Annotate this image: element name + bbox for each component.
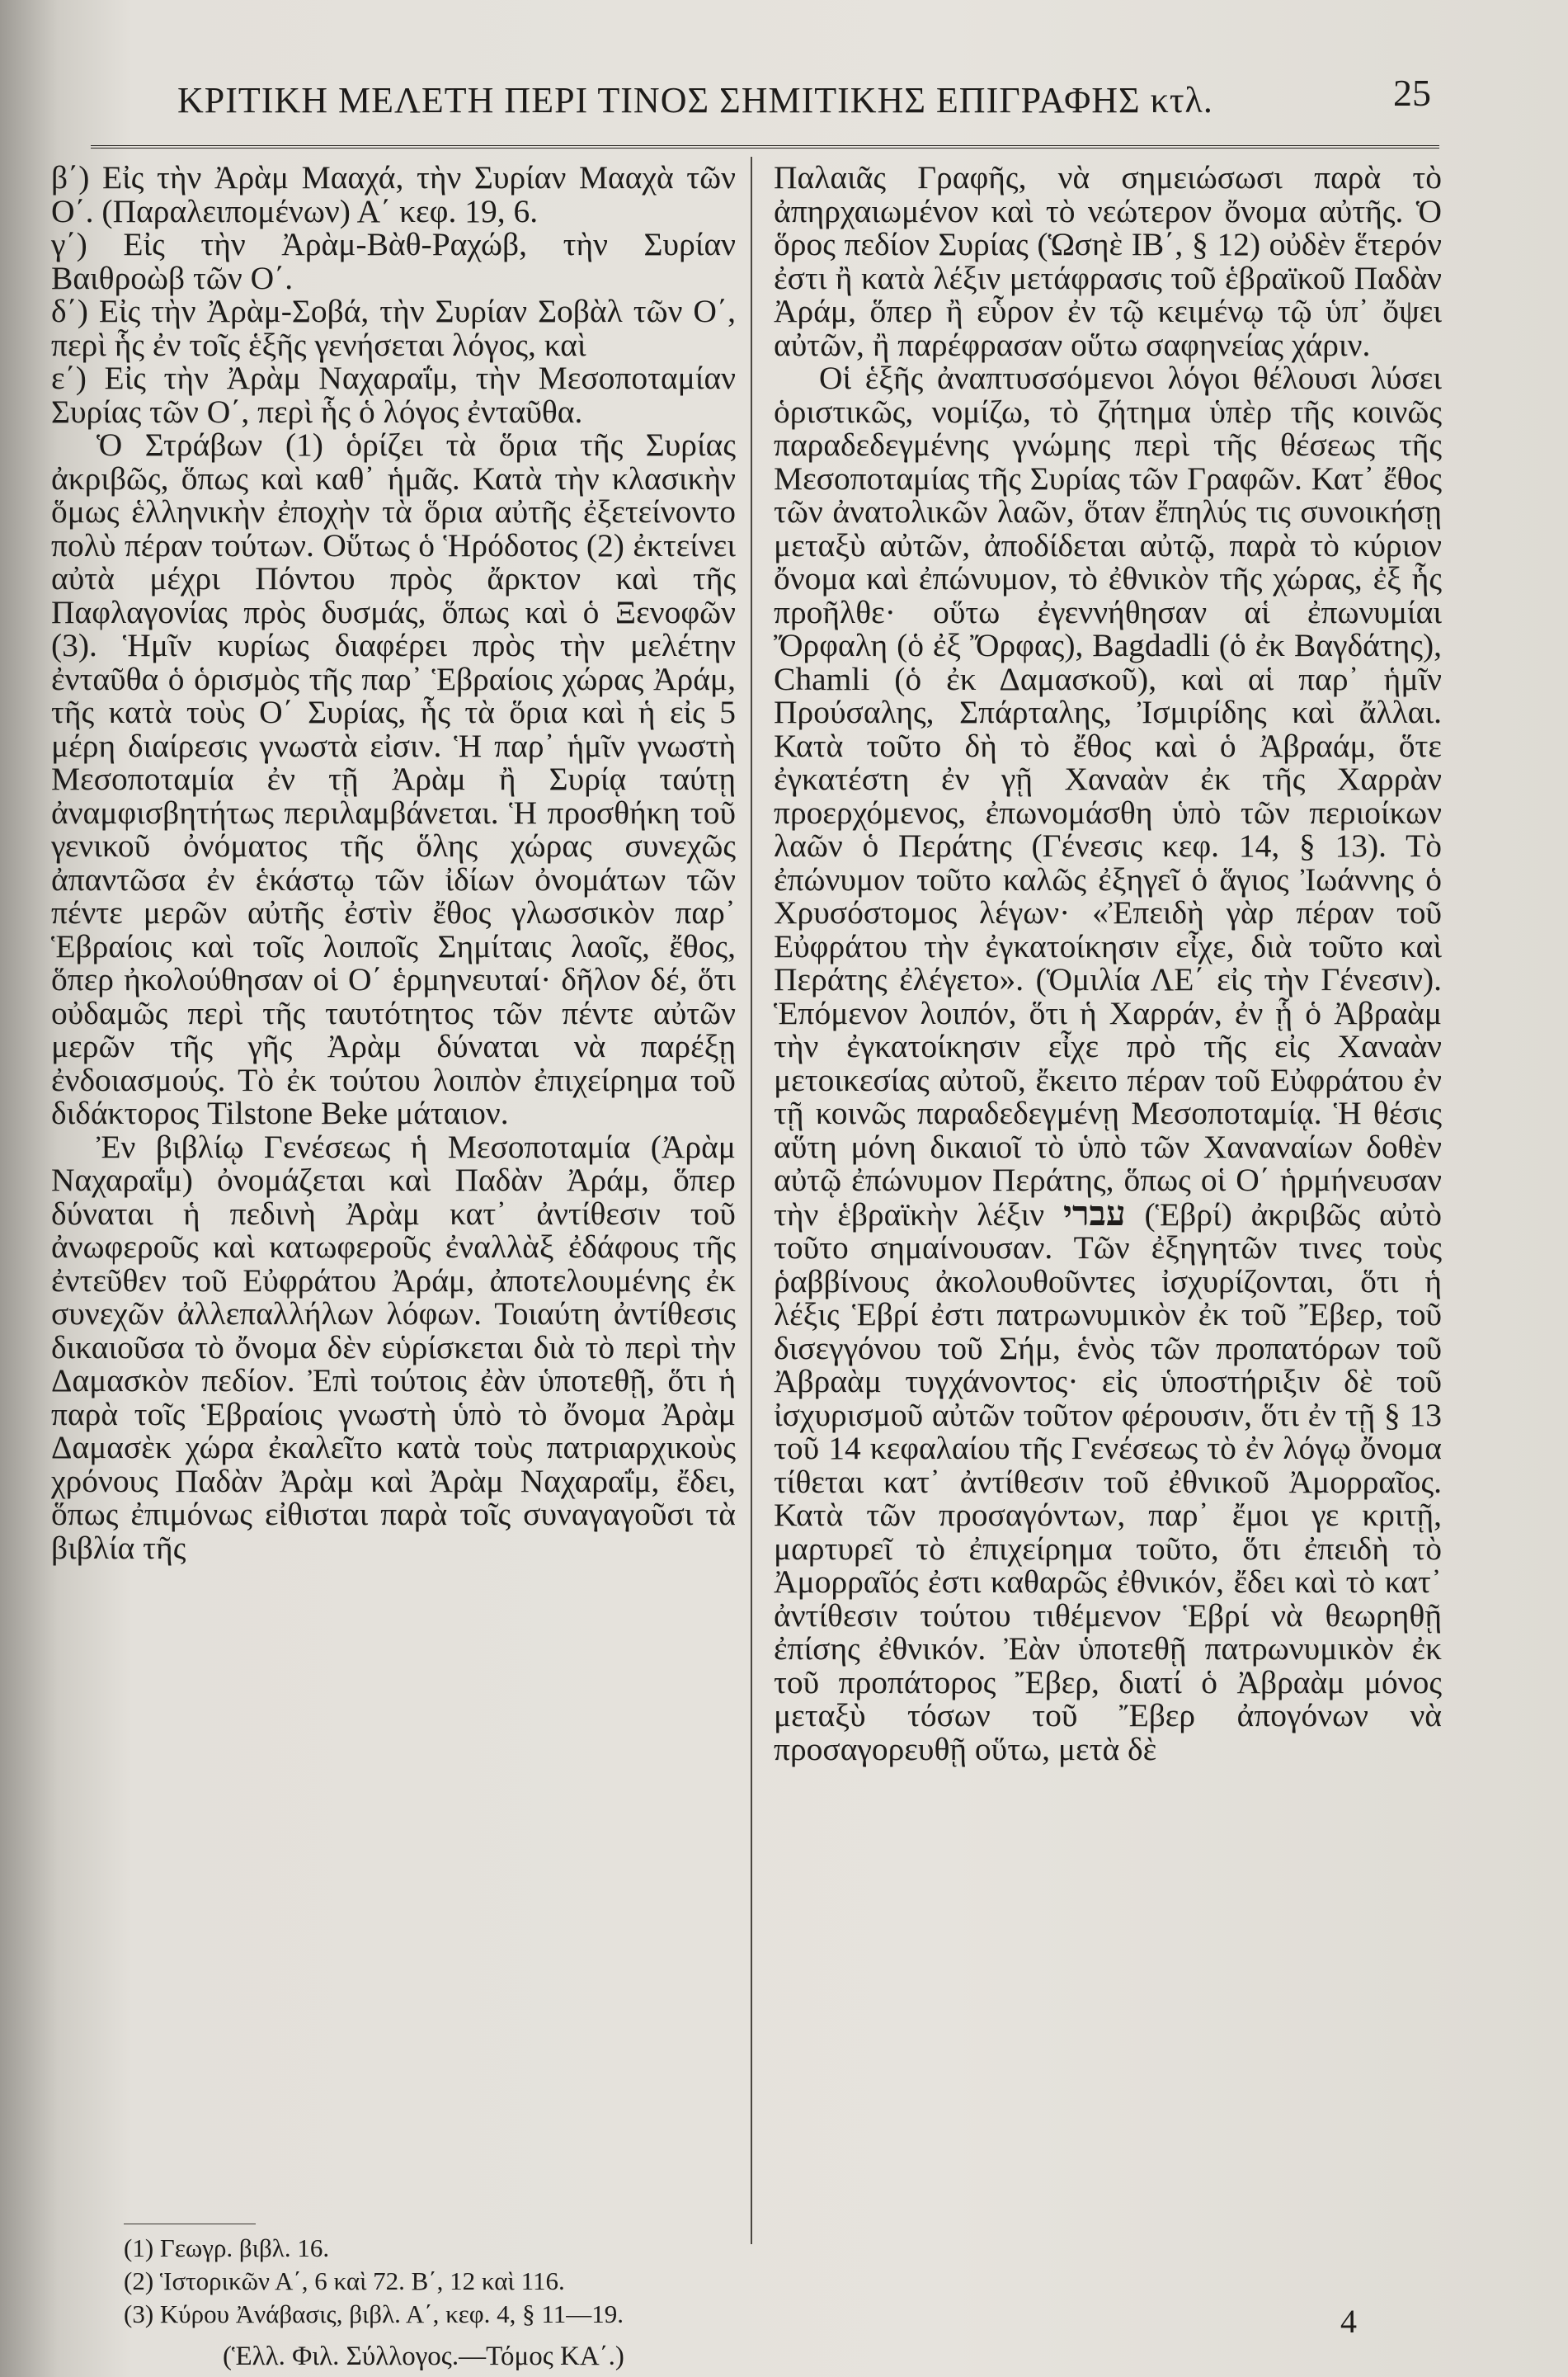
hebrew-word: עברי <box>1062 1192 1126 1233</box>
left-column <box>51 161 736 1564</box>
left-paragraph-2: γ΄) Εἰς τὴν Ἀρὰμ-Βὰθ-Ραχώβ, τὴν Συρίαν Βαιθροὼβ τῶν Ο΄. <box>51 226 736 296</box>
right-paragraph-2 <box>774 361 1442 1766</box>
left-paragraph-3: δ΄) Εἰς τὴν Ἀρὰμ-Σοβά, τὴν Συρίαν Σοβὰλ τῶν Ο΄, περὶ ἧς ἐν τοῖς ἑξῆς γενήσεται λόγος, καὶ <box>51 293 736 363</box>
right-paragraph-2-tail: (Ἑβρί) ἀκριβῶς αὐτὸ τοῦτο σημαίνουσαν. Τῶν ἐξηγητῶν τινες τοὺς ῥαββίνους ἀκολουθοῦντες ἰσχυρίζονται, ὅτι ἡ λέξις Ἑβρί ἐστι πατρωνυμικὸν ἐκ τοῦ Ἔβερ, τοῦ δισεγγόνου τοῦ Σήμ, ἑνὸς τῶν προπατόρων τοῦ Ἀβραὰμ τυγχάνοντος· εἰς ὑποστήριξιν δὲ τοῦ ἰσχυρισμοῦ αὐτῶν τοῦτον φέρουσιν, ὅτι ἐν τῇ § 13 τοῦ 14 κεφαλαίου τῆς Γενέσεως τὸ ἐν λόγῳ ὄνομα τίθεται κατ᾽ ἀντίθεσιν τοῦ ἐθνικοῦ Ἀμορραῖος. Κατὰ τῶν προσαγόντων, παρ᾽ ἔμοι γε κριτῇ, μαρτυρεῖ τὸ ἐπιχείρημα τοῦτο, ὅτι ἐπειδὴ τὸ Ἀμορραῖός ἐστι καθαρῶς ἐθνικόν, ἔδει καὶ τὸ κατ᾽ ἀντίθεσιν τούτου τιθέμενον Ἑβρί νὰ θεωρηθῇ ἐπίσης ἐθνικόν. Ἐὰν ὑποτεθῇ πατρωνυμικὸν ἐκ τοῦ προπάτορος Ἔβερ, διατί ὁ Ἀβραὰμ μόνος μεταξὺ τόσων τοῦ Ἔβερ ἀπογόνων νὰ προσαγορευθῇ οὕτω, μετὰ δὲ <box>774 1196 1443 1767</box>
footnote-3: (3) Κύρου Ἀνάβασις, βιβλ. Α΄, κεφ. 4, § 11—19. <box>124 2299 624 2328</box>
left-paragraph-5: Ὁ Στράβων (1) ὁρίζει τὰ ὅρια τῆς Συρίας ἀκριβῶς, ὅπως καὶ καθ᾽ ἡμᾶς. Κατὰ τὴν κλασικὴν ὅμως ἑλληνικὴν ἐποχὴν τὰ ὅρια αὐτῆς ἐξετείνοντο πολὺ πέραν τούτων. Οὕτως ὁ Ἡρόδοτος (2) ἐκτείνει αὐτὰ μέχρι Πόντου πρὸς ἄρκτον καὶ τῆς Παφλαγονίας πρὸς δυσμάς, ὅπως καὶ ὁ Ξενοφῶν (3). Ἡμῖν κυρίως διαφέρει πρὸς τὴν μελέτην ἐνταῦθα ὁ ὁρισμὸς τῆς παρ᾽ Ἑβραίοις χώρας Ἀράμ, τῆς κατὰ τοὺς Ο΄ Συρίας, ἧς τὰ ὅρια καὶ ἡ εἰς 5 μέρη διαίρεσις γνωστὰ εἰσιν. Ἡ παρ᾽ ἡμῖν γνωστὴ Μεσοποταμία ἐν τῇ Ἀρὰμ ἢ Συρίᾳ ταύτῃ ἀναμφισβητήτως περιλαμβάνεται. Ἡ προσθήκη τοῦ γενικοῦ ὀνόματος τῆς ὅλης χώρας συνεχῶς ἀπαντῶσα ἐν ἑκάστῳ τῶν ἰδίων ὀνομάτων τῶν πέντε μερῶν αὐτῆς ἐστὶν ἔθος γλωσσικὸν παρ᾽ Ἑβραίοις καὶ τοῖς λοιποῖς Σημίταις λαοῖς, ἔθος, ὅπερ ἠκολούθησαν οἱ Ο΄ ἑρμηνευταί· δῆλον δέ, ὅτι οὐδαμῶς περὶ τῆς ταυτότητος τῶν πέντε αὐτῶν μερῶν τῆς γῆς Ἀρὰμ δύναται νὰ παρέξῃ ἐνδοιασμούς. Τὸ ἐκ τούτου λοιπὸν ἐπιχείρημα τοῦ διδάκτορος Tilstone Beke μάταιον. <box>51 427 736 1131</box>
journal-reference: (Ἑλλ. Φιλ. Σύλλογος.—Τόμος ΚΑ΄.) <box>223 2342 624 2371</box>
left-paragraph-4: ε΄) Εἰς τὴν Ἀρὰμ Ναχαραΐμ, τὴν Μεσοποταμίαν Συρίας τῶν Ο΄, περὶ ἧς ὁ λόγος ἐνταῦθα. <box>51 360 736 430</box>
header-rule <box>91 145 1439 149</box>
left-paragraph-6: Ἐν βιβλίῳ Γενέσεως ἡ Μεσοποταμία (Ἀρὰμ Ναχαραΐμ) ὀνομάζεται καὶ Παδὰν Ἀράμ, ὅπερ δύναται ἡ πεδινὴ Ἀρὰμ κατ᾽ ἀντίθεσιν τοῦ ἀνωφεροῦς καὶ κατωφεροῦς ἐναλλὰξ ἐδάφους τῆς ἐντεῦθεν τοῦ Εὐφράτου Ἀράμ, ἀποτελουμένης ἐκ συνεχῶν ἀλλεπαλλήλων λόφων. Τοιαύτη ἀντίθεσις δικαιοῦσα τὸ ὄνομα δὲν εὑρίσκεται διὰ τὸ περὶ τὴν Δαμασκὸν πεδίον. Ἐπὶ τούτοις ἐὰν ὑποτεθῇ, ὅτι ἡ παρὰ τοῖς Ἑβραίοις γνωστὴ ὑπὸ τὸ ὄνομα Ἀρὰμ Δαμασὲκ χώρα ἐκαλεῖτο κατὰ τοὺς πατριαρχικοὺς χρόνους Παδὰν Ἀρὰμ καὶ Ἀρὰμ Ναχαραΐμ, ἔδει, ὅπως ἐπιμόνως εἰθισται παρὰ τοῖς συναγαγοῦσι τὰ βιβλία τῆς <box>51 1128 736 1566</box>
page-number: 25 <box>1393 72 1431 114</box>
footnote-2: (2) Ἱστορικῶν Α΄, 6 καὶ 72. Β΄, 12 καὶ 116. <box>124 2266 565 2295</box>
running-head-title: ΚΡΙΤΙΚΗ ΜΕΛΕΤΗ ΠΕΡΙ ΤΙΝΟΣ ΣΗΜΙΤΙΚΗΣ ΕΠΙΓΡΑΦΗΣ κτλ. <box>177 80 1213 120</box>
footnote-1: (1) Γεωγρ. βιβλ. 16. <box>124 2233 330 2262</box>
right-paragraph-2-text: Οἱ ἑξῆς ἀναπτυσσόμενοι λόγοι θέλουσι λύσει ὁριστικῶς, νομίζω, τὸ ζήτημα ὑπὲρ τῆς κοινῶς παραδεδεγμένης γνώμης περὶ τῆς θέσεως τῆς Μεσοποταμίας τῆς Συρίας τῶν Γραφῶν. Κατ᾽ ἔθος τῶν ἀνατολικῶν λαῶν, ὅταν ἔπηλύς τις συνοικήσῃ μεταξὺ αὐτῶν, ἀποδίδεται αὐτῷ, παρὰ τὸ κύριον ὄνομα καὶ ἐπώνυμον, τὸ ἐθνικὸν τῆς χώρας, ἐξ ἧς προῆλθε· οὕτω ἐγεννήθησαν αἱ ἐπωνυμίαι Ὄρφαλη (ὁ ἐξ Ὄρφας), Bagdadli (ὁ ἐκ Βαγδάτης), Chamli (ὁ ἐκ Δαμασκοῦ), καὶ αἱ παρ᾽ ἡμῖν Προύσαλης, Σπάρταλης, Ἰσμιρίδης καὶ ἄλλαι. Κατὰ τοῦτο δὴ τὸ ἔθος καὶ ὁ Ἀβραάμ, ὅτε ἐγκατέστη ἐν γῇ Χαναὰν ἐκ τῆς Χαρρὰν προερχόμενος, ἐπωνομάσθη ὑπὸ τῶν περιοίκων λαῶν ὁ Περάτης (Γένεσις κεφ. 14, § 13). Τὸ ἐπώνυμον τοῦτο καλῶς ἐξηγεῖ ὁ ἅγιος Ἰωάννης ὁ Χρυσόστομος λέγων· «Ἐπειδὴ γὰρ πέραν τοῦ Εὐφράτου τὴν ἐγκατοίκησιν εἶχε, διὰ τοῦτο καὶ Περάτης ἐλέγετο». (Ὁμιλία ΛΕ΄ εἰς τὴν Γένεσιν). Ἑπόμενον λοιπόν, ὅτι ἡ Χαρράν, ἐν ᾗ ὁ Ἀβραὰμ τὴν ἐγκατοίκησιν εἶχε πρὸ τῆς εἰς Χαναὰν μετοικεσίας αὐτοῦ, ἔκειτο πέραν τοῦ Εὐφράτου ἐν τῇ κοινῶς παραδεδεγμένῃ Μεσοποταμίᾳ. Ἡ θέσις αὕτη μόνη δικαιοῖ τὸ ὑπὸ τῶν Χαναναίων δοθὲν αὐτῷ ἐπώνυμον Περάτης, ὅπως οἱ Ο΄ ἡρμήνευσαν τὴν ἑβραϊκὴν λέξιν <box>774 360 1442 1233</box>
column-divider <box>751 157 752 2244</box>
footnotes <box>124 2232 734 2331</box>
running-head <box>177 64 1431 130</box>
signature-mark: 4 <box>1340 2303 1357 2340</box>
right-column <box>774 161 1442 1766</box>
left-paragraph-1: β΄) Εἰς τὴν Ἀρὰμ Μααχά, τὴν Συρίαν Μααχὰ τῶν Ο΄. (Παραλειπομένων) Α΄ κεφ. 19, 6. <box>51 159 736 229</box>
right-paragraph-1: Παλαιᾶς Γραφῆς, νὰ σημειώσωσι παρὰ τὸ ἀπηρχαιωμένον καὶ τὸ νεώτερον ὄνομα αὐτῆς. Ὁ ὅρος πεδίον Συρίας (Ὡσηὲ ΙΒ΄, § 12) οὐδὲν ἕτερόν ἐστι ἢ κατὰ λέξιν μετάφρασις τοῦ ἑβραϊκοῦ Παδὰν Ἀράμ, ὅπερ ἢ εὗρον ἐν τῷ κειμένῳ τῷ ὑπ᾽ ὄψει αὐτῶν, ἢ παρέφρασαν οὕτω σαφηνείας χάριν. <box>774 159 1442 363</box>
